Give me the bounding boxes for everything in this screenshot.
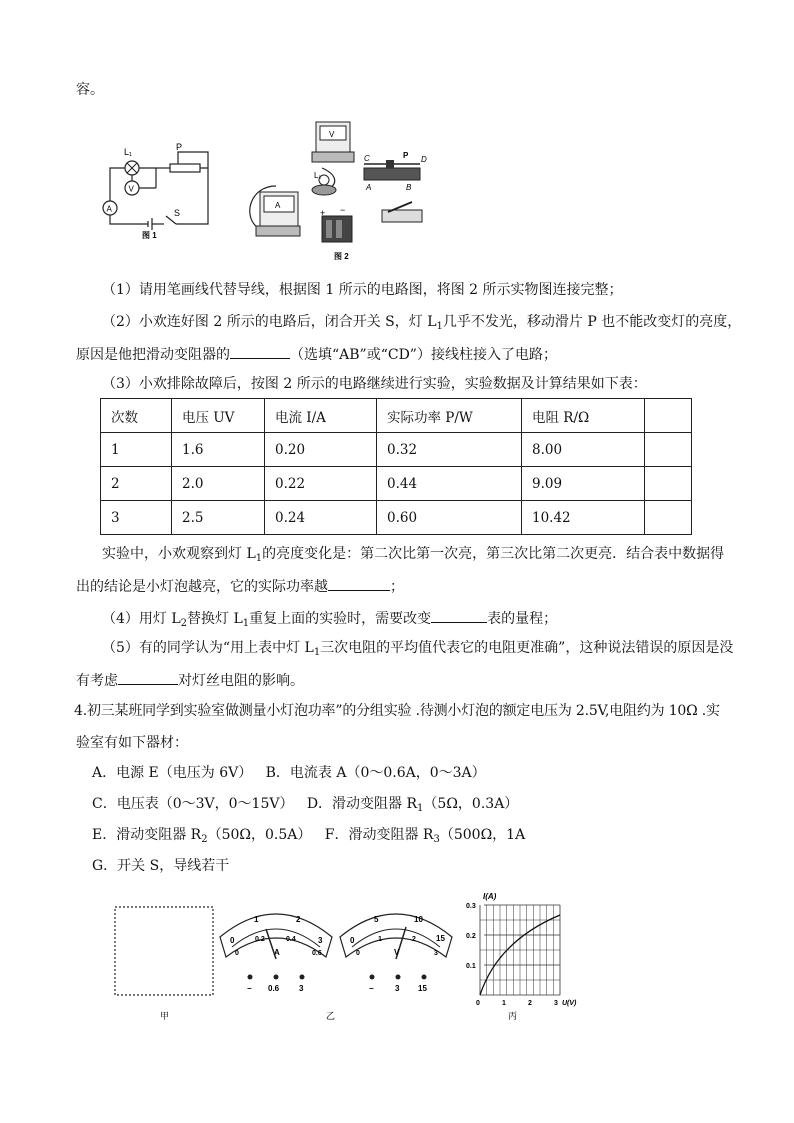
observation-line-1: 实验中，小欢观察到灯 $L_1$的亮度变化是：第二次比第一次亮，第三次比第二次更亮．结合表中数据得 [102, 546, 725, 564]
figure-2-caption: 图 2 [334, 252, 349, 261]
svg-text:−: − [369, 984, 374, 993]
svg-text:0.3: 0.3 [466, 903, 476, 910]
intro-tail: 容。 [76, 82, 104, 98]
svg-text:P: P [403, 151, 409, 160]
svg-text:0: 0 [350, 936, 355, 945]
svg-text:0.2: 0.2 [255, 936, 265, 943]
question-3-intro: （3）小欢排除故障后，按图 2 所示的电路继续进行实验，实验数据及计算结果如下表： [102, 376, 647, 392]
table-cell: 1.6 [172, 433, 265, 467]
svg-text:+: + [320, 208, 326, 218]
table-cell: 2.0 [172, 467, 265, 501]
svg-text:10: 10 [414, 915, 423, 924]
fig1-lamp-label: L₁ [124, 147, 133, 157]
table-cell: 0.44 [377, 467, 522, 501]
fig1-switch-label: S [174, 208, 181, 218]
caption-yi: 乙 [326, 1011, 336, 1021]
svg-text:C: C [364, 154, 370, 163]
svg-text:2: 2 [528, 1000, 532, 1007]
table-cell: 0.20 [265, 433, 377, 467]
table-header: 电流 I/A [265, 399, 377, 433]
problem-4-line-1: 4.初三某班同学到实验室做测量小灯泡功率”的分组实验 .待测小灯泡的额定电压为 2.5V,电阻约为 10Ω .实 [74, 703, 720, 719]
table-cell: 9.09 [522, 467, 645, 501]
svg-text:L₁: L₁ [314, 171, 322, 180]
svg-text:0.6: 0.6 [268, 984, 280, 993]
svg-text:15: 15 [418, 984, 427, 993]
answer-blank-2[interactable] [230, 343, 290, 359]
svg-text:1: 1 [502, 1000, 506, 1007]
answer-blank-3[interactable] [328, 575, 390, 591]
figure-bottom [100, 885, 600, 1025]
graph-xlabel: U(V) [562, 1000, 577, 1007]
svg-text:0.4: 0.4 [286, 936, 296, 943]
svg-text:D: D [421, 155, 427, 164]
svg-text:0: 0 [356, 950, 360, 957]
table-header: 实际功率 P/W [377, 399, 522, 433]
caption-bing: 丙 [508, 1011, 518, 1021]
circuit-drawing-box [115, 907, 213, 995]
table-cell: 8.00 [522, 433, 645, 467]
table-cell: 2 [101, 467, 172, 501]
figure-2-apparatus [240, 116, 440, 262]
question-5-line-1: （5）有的同学认为“用上表中灯 $L_1$三次电阻的平均值代表它的电阻更准确”，这种说法错误的原因是没 [102, 640, 734, 658]
equipment-g: G．开关 S，导线若干 [92, 858, 230, 874]
table-cell [645, 501, 692, 535]
observation-line-2: 出的结论是小灯泡越亮，它的实际功率越 ； [76, 575, 404, 597]
svg-text:A: A [274, 948, 280, 957]
svg-text:2: 2 [296, 915, 301, 924]
svg-text:5: 5 [374, 915, 379, 924]
svg-text:A: A [275, 201, 281, 210]
data-table [100, 398, 692, 535]
table-cell: 0.22 [265, 467, 377, 501]
table-header: 电压 UV [172, 399, 265, 433]
figure-1-caption: 图 1 [142, 231, 157, 240]
table-cell: 3 [101, 501, 172, 535]
table-row [101, 467, 692, 501]
table-header [645, 399, 692, 433]
svg-text:15: 15 [436, 934, 445, 943]
table-cell: 1 [101, 433, 172, 467]
svg-text:V: V [394, 948, 400, 957]
svg-text:3: 3 [554, 1000, 558, 1007]
question-1: （1）请用笔画线代替导线，根据图 1 所示的电路图，将图 2 所示实物图连接完整； [102, 282, 623, 298]
question-4: （4）用灯 $L_2$替换灯 $L_1$重复上面的实验时，需要改变 表的量程； [102, 607, 557, 629]
ammeter-device [256, 192, 300, 236]
equipment-ab: A．电源 E（电压为 6V） B．电流表 A（0～0.6A，0～3A） [92, 765, 486, 781]
svg-text:1: 1 [254, 915, 259, 924]
svg-text:3: 3 [434, 950, 438, 957]
rheostat-device [364, 151, 427, 192]
table-row [101, 501, 692, 535]
svg-text:2: 2 [412, 936, 416, 943]
answer-blank-4[interactable] [431, 607, 487, 623]
ammeter-dial [220, 914, 332, 993]
problem-4-line-2: 验室有如下器材： [76, 735, 188, 751]
svg-text:0.6: 0.6 [312, 950, 322, 957]
iu-graph [466, 892, 577, 1007]
equipment-cd: C．电压表（0～3V，0～15V） D．滑动变阻器 $R_1(5\Omega$，0.3A） [92, 796, 519, 814]
svg-text:1: 1 [378, 936, 382, 943]
fig1-voltmeter-label: V [128, 184, 134, 194]
svg-text:V: V [329, 130, 335, 139]
voltmeter-dial [340, 914, 452, 993]
table-cell [645, 467, 692, 501]
table-header: 电阻 R/Ω [522, 399, 645, 433]
table-row [101, 433, 692, 467]
table-cell: 0.60 [377, 501, 522, 535]
svg-text:0.1: 0.1 [466, 963, 476, 970]
table-cell: 0.24 [265, 501, 377, 535]
equipment-ef: E．滑动变阻器 $R_2(50\Omega$，0.5A） F．滑动变阻器 $R_3(500\Omega$，1A [92, 827, 526, 845]
caption-jia: 甲 [160, 1011, 170, 1021]
svg-text:0: 0 [235, 950, 239, 957]
graph-ylabel: I(A) [483, 892, 497, 901]
svg-text:0: 0 [476, 1000, 480, 1007]
table-header: 次数 [101, 399, 172, 433]
table-cell: 2.5 [172, 501, 265, 535]
svg-text:3: 3 [318, 936, 323, 945]
table-header-row [101, 399, 692, 433]
answer-blank-5[interactable] [118, 669, 178, 685]
question-2-line-1: （2）小欢连好图 2 所示的电路后，闭合开关 S，灯 $L_1$几乎不发光，移动滑片 P 也不能改变灯的亮度， [102, 314, 742, 332]
svg-text:−: − [340, 205, 346, 215]
svg-text:0: 0 [230, 936, 235, 945]
svg-text:−: − [247, 984, 252, 993]
svg-text:3: 3 [395, 984, 400, 993]
switch-device [382, 202, 422, 222]
table-cell: 0.32 [377, 433, 522, 467]
figure-1-circuit [96, 142, 216, 240]
svg-text:B: B [406, 183, 412, 192]
voltmeter-device [312, 122, 354, 162]
fig1-p-label: P [176, 142, 183, 152]
battery-device [320, 205, 352, 242]
table-cell: 10.42 [522, 501, 645, 535]
svg-text:0.2: 0.2 [466, 933, 476, 940]
svg-text:A: A [366, 183, 372, 192]
table-cell [645, 433, 692, 467]
question-5-line-2: 有考虑 对灯丝电阻的影响。 [76, 669, 304, 691]
svg-text:3: 3 [299, 984, 304, 993]
question-2-line-2: 原因是他把滑动变阻器的 （选填“AB”或“CD”）接线柱接入了电路； [76, 343, 557, 365]
fig1-ammeter-label: A [106, 204, 112, 214]
